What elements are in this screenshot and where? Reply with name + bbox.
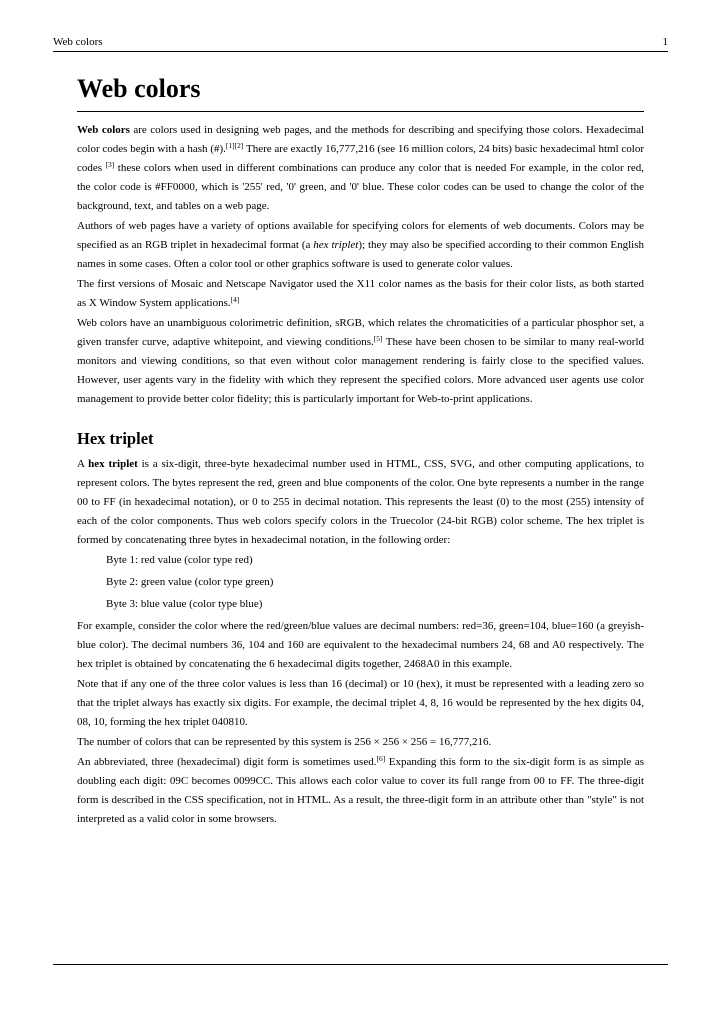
citation-link[interactable]: [6] [376,754,386,763]
hex-paragraph-3: Note that if any one of the three color values is less than 16 (decimal) or 10 (hex), it must be represented with a leading zero so that the triplet always has exactly six digits. For example, the decimal triplet 4, 8, 16 would be represented by the hex digits 04, 08, 10, forming the hex triplet 040810. [77,678,644,728]
footer-rule [53,964,668,965]
intro-paragraph-4: Web colors have an unambiguous colorimetric definition, sRGB, which relates the chromaticities of a particular phosphor set, a given transfer curve, adaptive whitepoint, and viewing conditions.[5] These have been chosen to be similar to many real-world monitors and viewing conditions, so that even without color management rendering is fairly close to the specified values. However, user agents vary in the fidelity with which they represent the specified colors. More advanced user agents use color management to provide better color fidelity; this is particularly important for Web-to-print applications. [77,317,645,405]
article-body [77,72,644,830]
citation-link[interactable]: [1][2] [225,141,244,150]
section-heading-hex-triplet: Hex triplet [77,429,154,448]
hex-paragraph-1: A hex triplet is a six-digit, three-byte hexadecimal number used in HTML, CSS, SVG, and other computing applications, to represent colors. The bytes represent the red, green and blue components of the color. One byte represents a number in the range 00 to FF (in hexadecimal notation), or 0 to 255 in decimal notation. This represents the least (0) to the most (255) intensity of each of the color components. Thus web colors specify colors in the Truecolor (24-bit RGB) color scheme. The hex triplet is formed by concatenating three bytes in hexadecimal notation, in the following order: [77,458,644,546]
hex-paragraph-4: The number of colors that can be represented by this system is 256 × 256 × 256 = 16,777,216. [77,736,492,748]
running-header [53,33,668,52]
byte-item-blue: Byte 3: blue value (color type blue) [106,598,263,610]
citation-link[interactable]: [3] [105,160,115,169]
citation-link[interactable]: [5] [373,334,383,343]
hex-paragraph-5: An abbreviated, three (hexadecimal) digit form is sometimes used.[6] Expanding this form to the six-digit form is as simple as doubling each digit: 09C becomes 0099CC. This allows each color value to cover its full range from 00 to FF. The three-digit form is described in the CSS specification, not in HTML. As a result, the three-digit form in an attribute other than "style" is not interpreted as a valid color in some browsers. [77,754,644,825]
hex-triplet-term: hex triplet [313,239,359,251]
intro-paragraph-1: Web colors are colors used in designing web pages, and the methods for describing and specifying those colors. Hexadecimal color codes begin with a hash (#).[1][2] There are exactly 16,777,216 (see 16 million colors, 24 bits) basic hexadecimal html color codes [3] these colors when used in different combinations can produce any color that is needed For example, in the color red, the color code is #FF0000, which is '255' red, '0' green, and '0' blue. These color codes can be used to change the color of the background, text, and tables on a web page. [77,124,645,212]
running-header-title: Web colors [53,36,103,48]
byte-item-red: Byte 1: red value (color type red) [106,554,253,566]
hex-triplet-bold-term: hex triplet [88,458,138,470]
intro-paragraph-2: Authors of web pages have a variety of options available for specifying colors for elements of web documents. Colors may be specified as an RGB triplet in hexadecimal format (a hex triplet); they may also be specified according to their common English names in some cases. Often a color tool or other graphics software is used to generate color values. [77,220,645,270]
page-number: 1 [662,36,668,48]
article-title: Web colors [77,72,644,112]
intro-paragraph-3: The first versions of Mosaic and Netscape Navigator used the X11 color names as the basis for their color lists, as both started as X Window System applications.[4] [77,278,644,309]
byte-item-green: Byte 2: green value (color type green) [106,576,274,588]
lead-term: Web colors [77,124,130,136]
hex-paragraph-2: For example, consider the color where the red/green/blue values are decimal numbers: red=36, green=104, blue=160 (a greyish-blue color). The decimal numbers 36, 104 and 160 are equivalent to the hexadecimal numbers 24, 68 and A0 respectively. The hex triplet is obtained by concatenating the 6 hexadecimal digits together, 2468A0 in this example. [77,620,644,670]
citation-link[interactable]: [4] [230,295,240,304]
